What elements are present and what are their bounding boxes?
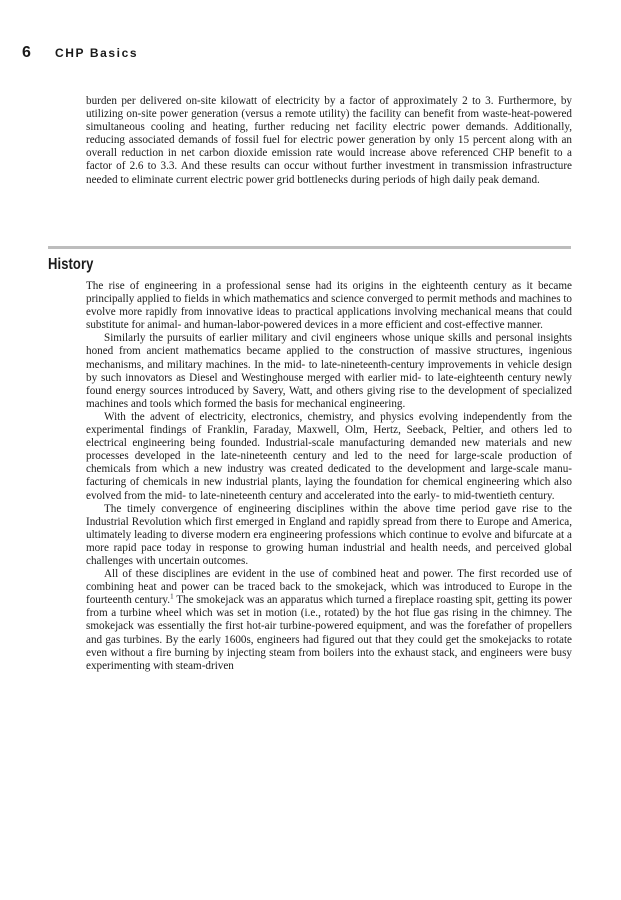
section-divider (48, 246, 571, 249)
page-number: 6 (22, 44, 31, 61)
page-header (22, 44, 602, 68)
history-paragraph-1: The rise of engineering in a professional sense had its origins in the eighteenth century as it became principally applied to fields in which mathematics and science converged to permit methods and machines to evolve more rapidly from innovative ideas to practical applications involving mechanical means that could substitute for animal- and human-labor-powered devices in a more efficient and cost-effective manner. (86, 280, 572, 332)
intro-paragraph: burden per delivered on-site kilowatt of electricity by a factor of approximately 2 to 3. Furthermore, by utilizing on-site power generation (versus a remote utility) the facility can benefit from waste-heat-powered simultaneous cooling and heating, further reducing net facility electric power demands. Additionally, reducing associated demands of fossil fuel for electric power generation by only 15 percent along with an overall reduction in net carbon dioxide emission rate would increase above referenced CHP benefit to a factor of 2.6 to 3.3. And these results can occur without further investment in transmission infrastructure needed to eliminate current electric power grid bottlenecks during periods of high daily peak demand. (86, 95, 572, 186)
intro-paragraph-block (86, 95, 572, 187)
history-section-body (86, 280, 572, 673)
section-heading-history: History (48, 256, 94, 273)
history-paragraph-5-text-b: The smokejack was an apparatus which turned a fireplace roasting spit, getting its power from a turbine wheel which was set in motion (i.e., rotated) by the hot flue gas rising in the chimney. The smokejack was essentially the first hot-air turbine-powered equipment, and was the forefather of propellers and gas turbines. By the early 1600s, engineers had figured out that they could get the smokejacks to rotate even without a fire burning by injecting steam from boilers into the exhaust stack, and engineers were busy experimenting with steam-driven (86, 594, 572, 672)
footnote-marker[interactable]: 1 (170, 592, 174, 601)
history-paragraph-5-text-a: All of these disciplines are evident in the use of combined heat and power. The first recorded use of combining heat and power can be traced back to the smokejack, which was introduced to Europe in the fourteenth century. (86, 568, 572, 607)
history-paragraph-3: With the advent of electricity, electronics, chemistry, and physics evolving independently from the experimental findings of Franklin, Faraday, Maxwell, Olm, Hertz, Seeback, Peltier, and others led to electrical engineering being founded. Industrial-scale manufacturing demanded new materials and new processes developed in the late-nineteenth century and led to the need for large-scale production of chemicals from which a new industry was created dedicated to the development and large-scale manufacturing of chemicals in new industrial plants, laying the foundation for chemical engineering which also evolved from the mid- to late-nineteenth century and accelerated into the early- to mid-twentieth century. (86, 410, 572, 502)
history-paragraph-4: The timely convergence of engineering disciplines within the above time period gave rise to the Industrial Revolution which first emerged in England and rapidly spread from there to Europe and America, ultimately leading to diverse modern era engineering professions which continue to evolve and bifurcate at a more rapid pace today in response to growing human industrial and health needs, and perceived global challenges with uncertain outcomes. (86, 502, 572, 567)
history-paragraph-5 (86, 568, 572, 673)
history-paragraph-2: Similarly the pursuits of earlier military and civil engineers whose unique skills and personal insights honed from ancient mathematics became applied to the construction of massive structures, ingenious mechanisms, and military machines. In the mid- to late-nineteenth-century improvements in vehicle design by such innovators as Diesel and Westinghouse merged with earlier mid- to late-eighteenth century newly found energy sources introduced by Savery, Watt, and others giving rise to the development of specialized machines and tools which formed the basis for mechanical engineering. (86, 332, 572, 410)
running-head: CHP Basics (55, 46, 139, 60)
